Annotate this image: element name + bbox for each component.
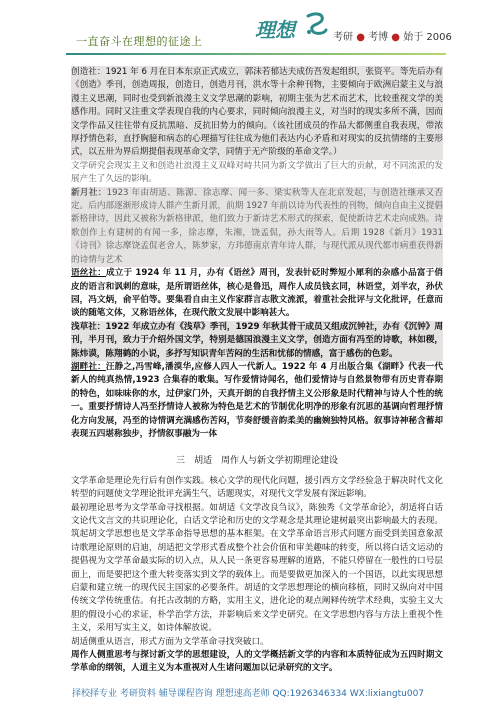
motto-since: 始于 2006 xyxy=(403,32,452,43)
brush-stroke-logo-icon xyxy=(302,10,330,38)
motto-dot: ● xyxy=(391,32,401,43)
motto-kaobo: 考博 xyxy=(368,32,389,43)
paragraph-hushi-focus: 胡适侧重从语言，形式方面为文学革命寻找突破口。 xyxy=(71,636,269,647)
section-title: 三 胡适 周作人与新文学初期理论建设 xyxy=(175,456,338,467)
motto-dot: ● xyxy=(356,32,365,43)
paragraph-comparison: 文学研究会现实主义和创造社浪漫主义双峰对峙共同为新文学做出了巨大的贡献，对不同流派的发展产生了久远的影响。 xyxy=(71,160,443,185)
paragraph-xinyueshe xyxy=(71,187,443,267)
paragraph-chuangzaoshe: 创造社：1921 年 6 月在日本东京正式成立，郭沫若郁达夫成仿吾发起组织，张资平。等先后办有《创造》季刊，创造周报，创造日，创造月刊，洪水等十余种刊物，主要倾向于欧洲启蒙主义与浪漫主义思潮，同时也受到新浪漫主义文学思潮的影响，初期主张为艺术而艺术，比较重视文学的美感作用。同时又注重文学表现自我的内心要求，同时倾向浪漫主义，对当时的现实多所不满，因而文学作品又往往带有反抗黑暗、反抗旧势力的倾向。（该社团成员的作品大都侧重自我表现，带浓厚抒情色彩，直抒胸臆和病态的心理描写往往成为他们表达内心矛盾和对现实的反抗情绪的主要形式，以五卅为界后期提倡表现革命文学，同情于无产阶级的革命文学。） xyxy=(71,66,443,160)
paragraph-hupanshe xyxy=(71,361,443,441)
header-slogan: 一直奋斗在理想的征途上 xyxy=(76,35,203,48)
paragraph-hushi: 最初理论思考为文学革命寻找根据。如胡适《文学改良刍议》，陈独秀《文学革命论》，胡适将白话文论代文言文的共识理论化，白话文学论和历史的文学观念是其理论建树最突出影响最大的表现。筑起胡文学思想也是文学革命指导思想的基本框架。在文学革命语言形式问题方面受到美国意象派诗歌理论原则的启迪，胡适把文学形式看成整个社会价值和审美趣味的转变，所以将白话文运动的提倡视为文学革命最实际的切入点，从人民一条更容易理解的道路，不能只停留在一般性的口号层面上，而是要把这个重大转变落实到文学的载体上。而是要做更加深入的一个国语，以此实现思想启蒙和建立统一的现代民主国家的必要条件。胡适的文学思想理论的横向移植，同时又纵向对中国传统文学传统重估。有托古改制的方略，实用主义，进化论的观点阐释传统学术经典，实验主义大胆的假设小心的求证，朴学治学方法，并影响后来文学史研究。在文学思想内容与方法上重视个性主义，采用写实主义，如诗体解放说。 xyxy=(71,502,443,634)
label-xinyueshe: 新月社： xyxy=(71,187,107,198)
text-hupanshe: 汪静之,冯雪峰,潘漠华,应修人四人一代新人。1922 年 4 月出版合集《湖畔》代表一代新人的纯真热情,1923 合集春的歌集。写作爱情诗闻名，他们爱情诗与自然景物带有历史青春期的特色，如味味你的水，过伊家门外，天真开朗的自我抒情主义公形象是时代精神与诗人个性的统一。重要抒情诗人冯至抒情诗人被称为特色是艺术的节制优化明净的形象有沉思的基调向哲理抒情化方向发展，冯至的诗情调充满感伤苦闷，节奏舒缓音韵柔美的幽婉独特风格。叙事诗神秘含蓄却表现五四堪称独步，抒情叙事融为一体 xyxy=(71,361,443,439)
paragraph-theory-intro: 文学革命是理论先行后有创作实践。核心文学的现代化问题，援引西方文学经验急于解决时代文化转型的问题使文学理论批评充满生气，话题现实，对现代文学发展有深远影响。 xyxy=(71,475,443,500)
page-footer: 择校择专业 考研资料 辅导课程咨询 理想速高老师 QQ:1926346334 WX:lixiangtu007 xyxy=(72,689,425,699)
label-yusishe: 语丝社： xyxy=(71,268,106,279)
paragraph-zhouzuoren: 周作人侧重思考与探讨新文学的思想建设，人的文学概括新文学的内容和本质特征成为五四时期文学革命的纲领，人道主义为本重视对人生诸问题加以记录研究的文字。 xyxy=(71,650,443,674)
label-qiancaoshe: 浅草社： xyxy=(71,321,106,332)
header-rule xyxy=(66,53,446,55)
header-motto xyxy=(333,28,452,43)
text-qiancaoshe: 1922 年成立办有《浅草》季刊，1929 年秋其骨干成员又组成沉钟社，办有《沉钟》周刊，半月刊，致力于介绍外国文学，特别是德国浪漫主义文学，创造方面有冯至的诗歌，林如稷，陈炜谟，陈翔鹤的小说，多抒写知识青年苦闷的生活和忧郁的情感，富于感伤的色彩。 xyxy=(71,321,443,359)
text-yusishe: 成立于 1924 年 11 月，办有《语丝》周刊，发表针砭时弊短小犀利的杂感小品富于俏皮的语言和讽刺的意味，是所谓语丝体，核心是鲁迅，周作人成员钱玄同，林语堂，刘半农，孙伏园，冯文炳，俞平伯等。要集看自由主义作家群言志散文流派，着重社会批评与文化批评，任意而谈的随笔文体，又称语丝体，在现代散文发展中影响甚大。 xyxy=(71,268,443,319)
motto-kaoyan: 考研 xyxy=(333,32,353,43)
page-header xyxy=(0,0,500,62)
label-hupanshe: 湖畔社： xyxy=(71,361,106,372)
paragraph-qiancaoshe xyxy=(71,321,443,361)
brand-name: 理想 xyxy=(255,18,295,42)
document-body xyxy=(71,66,443,676)
paragraph-yusishe xyxy=(71,267,443,321)
text-xinyueshe: 1923 年由胡适、陈源、徐志摩、闻一多、梁实秋等人在北京发起，与创造社继承又否定。后内部逐渐形成诗人群产生新月派，前期 1927 年前以诗为代表性的刊物，倾向自由主义提倡新格律诗，因此又被称为新格律派，他们致力于新诗艺术形式的探索，促使新诗艺术走向成熟。诗歌创作上有建树的有闻一多，徐志摩，朱湘，饶孟侃，孙大雨等人。后期 1928《新月》1931《诗刊》徐志摩饶孟侃老舍人，陈梦家，方玮德南京青年诗人群，与现代派从现代都市病重获得新的诗情与艺术 xyxy=(71,187,443,265)
